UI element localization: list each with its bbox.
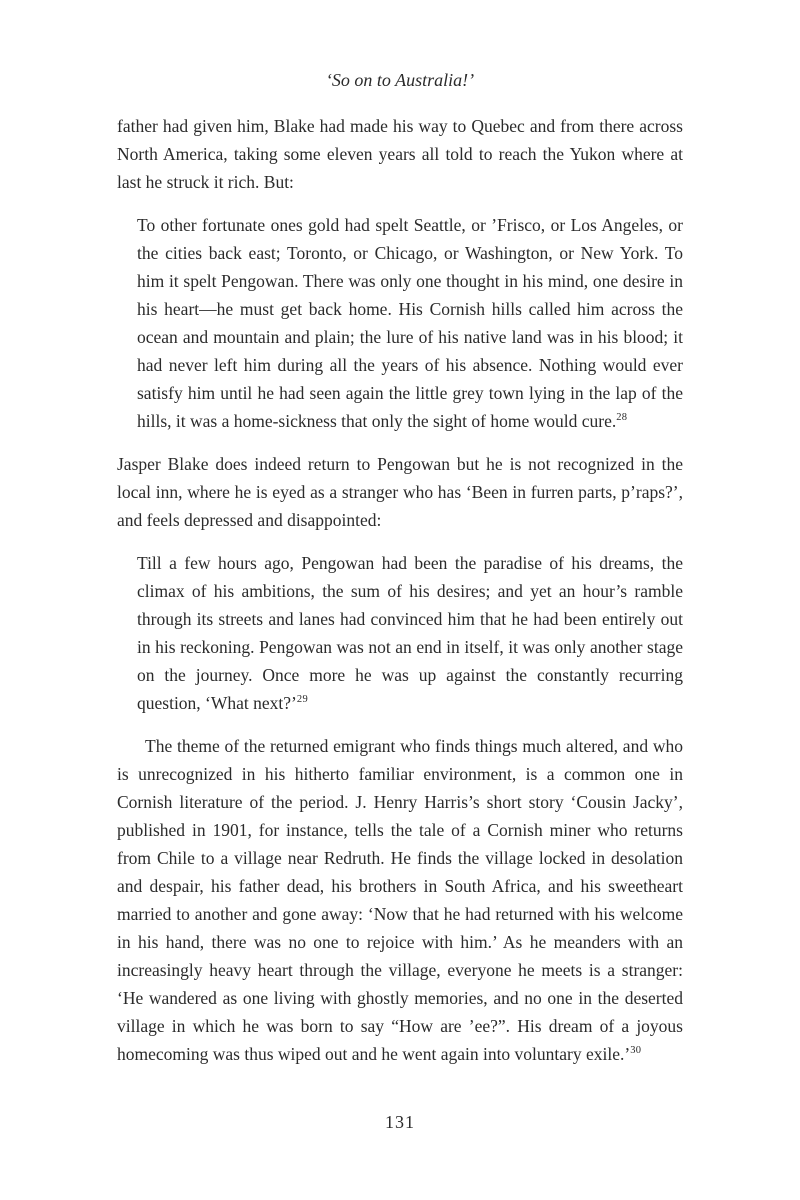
running-head: ‘So on to Australia!’ [325,70,475,90]
paragraph-jasper-blake: Jasper Blake does indeed return to Pengowan but he is not recognized in the local inn, where he is eyed as a stranger who has ‘Been in furren parts, p’raps?’, and feels depressed and disappointed: [117,454,683,530]
page-number: 131 [385,1112,415,1132]
paragraph-returned-emigrant [117,732,683,1068]
blockquote-text: Till a few hours ago, Pengowan had been the paradise of his dreams, the climax of his ambitions, the sum of his desires; and yet an hour’s ramble through its streets and lanes had convinced him that he had been entirely out in his reckoning. Pengowan was not an end in itself, it was only another stage on the journey. Once more he was up against the constantly recurring question, ‘What next?’ [137,553,683,713]
paragraph-text: The theme of the returned emigrant who finds things much altered, and who is unrecognized in his hitherto familiar environment, is a common one in Cornish literature of the period. J. Henry Harris’s short story ‘Cousin Jacky’, published in 1901, for instance, tells the tale of a Cornish miner who returns from Chile to a village near Redruth. He finds the village locked in desolation and despair, his father dead, his brothers in South Africa, and his sweetheart married to another and gone away: ‘Now that he had returned with his welcome in his hand, there was no one to rejoice with him.’ As he meanders with an increasingly heavy heart through the village, everyone he meets is a stranger: ‘He wandered as one living with ghostly memories, and no one in the deserted village in which he was born to say “How are ’ee?”. His dream of a joyous homecoming was thus wiped out and he went again into voluntary exile.’ [117,736,683,1064]
blockquote-till-a-few-hours [137,549,683,717]
blockquote-gold-spelt [137,211,683,435]
paragraph-continuation: father had given him, Blake had made his way to Quebec and from there across North America, taking some eleven years all told to reach the Yukon where at last he struck it rich. But: [117,116,683,192]
footnote-ref-28: 28 [616,412,628,424]
footnote-ref-30: 30 [630,1045,642,1057]
blockquote-text: To other fortunate ones gold had spelt Seattle, or ’Frisco, or Los Angeles, or the cities back east; Toronto, or Chicago, or Washington, or New York. To him it spelt Pengowan. There was only one thought in his mind, one desire in his heart—he must get back home. His Cornish hills called him across the ocean and mountain and plain; the lure of his native land was in his blood; it had never left him during all the years of his absence. Nothing would ever satisfy him until he had seen again the little grey town lying in the lap of the hills, it was a home-sickness that only the sight of home would cure. [137,215,683,431]
footnote-ref-29: 29 [296,694,308,706]
